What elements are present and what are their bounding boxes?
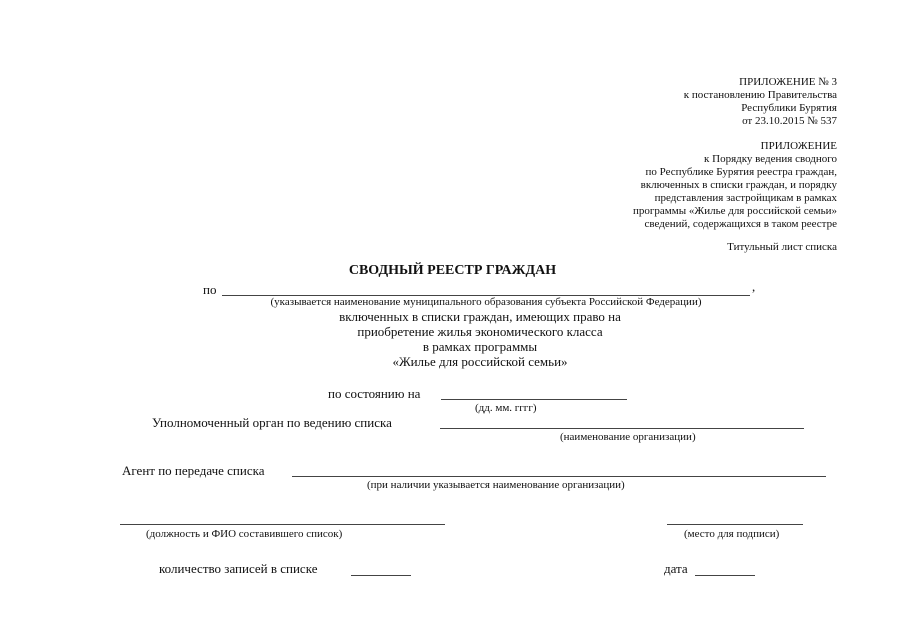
subtitle-line: включенных в списки граждан, имеющих право на	[339, 309, 621, 324]
subtitle-line: в рамках программы	[422, 339, 538, 354]
annex-block	[633, 140, 837, 231]
subtitle-line: «Жилье для российской семьи»	[392, 354, 568, 369]
records-label: количество записей в списке	[159, 561, 318, 576]
po-comma: ,	[752, 279, 756, 294]
municipality-hint: (указывается наименование муниципального образования субъекта Российской Федерации)	[270, 296, 702, 308]
as-of-label: по состоянию на	[328, 386, 421, 401]
agent-label: Агент по передаче списка	[122, 463, 265, 478]
signature-hint: (место для подписи)	[684, 528, 780, 540]
annex-line: представления застройщикам в рамках	[654, 192, 837, 204]
annex3-line: ПРИЛОЖЕНИЕ № 3	[739, 76, 837, 88]
annex-line: сведений, содержащихся в таком реестре	[644, 218, 837, 230]
subtitle-line: приобретение жилья экономического класса	[357, 324, 603, 339]
date-label: дата	[664, 561, 688, 576]
annex-line: по Республике Бурятия реестра граждан,	[645, 166, 837, 178]
annex-line: включенных в списки граждан, и порядку	[640, 179, 837, 191]
po-label: по	[203, 282, 217, 297]
annex3-line: Республики Бурятия	[741, 102, 837, 114]
authority-label: Уполномоченный орган по ведению списка	[152, 415, 392, 430]
compiler-field-line	[120, 524, 445, 525]
agent-hint: (при наличии указывается наименование организации)	[367, 479, 625, 491]
date-field-line	[441, 399, 627, 400]
date-hint: (дд. мм. гггг)	[475, 402, 537, 414]
annex-line: программы «Жилье для российской семьи»	[633, 205, 837, 217]
signature-field-line	[667, 524, 803, 525]
annex-line: ПРИЛОЖЕНИЕ	[760, 140, 837, 152]
main-title: СВОДНЫЙ РЕЕСТР ГРАЖДАН	[348, 263, 557, 278]
annex3-line: к постановлению Правительства	[683, 89, 837, 101]
sign-date-field-line	[695, 575, 755, 576]
records-field-line	[351, 575, 411, 576]
annex3-block	[684, 76, 837, 128]
title-page-label: Титульный лист списка	[727, 241, 837, 253]
compiler-hint: (должность и ФИО составившего список)	[146, 528, 343, 540]
authority-field-line	[440, 428, 804, 429]
annex3-line: от 23.10.2015 № 537	[742, 115, 837, 127]
agent-field-line	[292, 476, 826, 477]
annex-line: к Порядку ведения сводного	[704, 153, 837, 165]
authority-hint: (наименование организации)	[560, 431, 696, 443]
